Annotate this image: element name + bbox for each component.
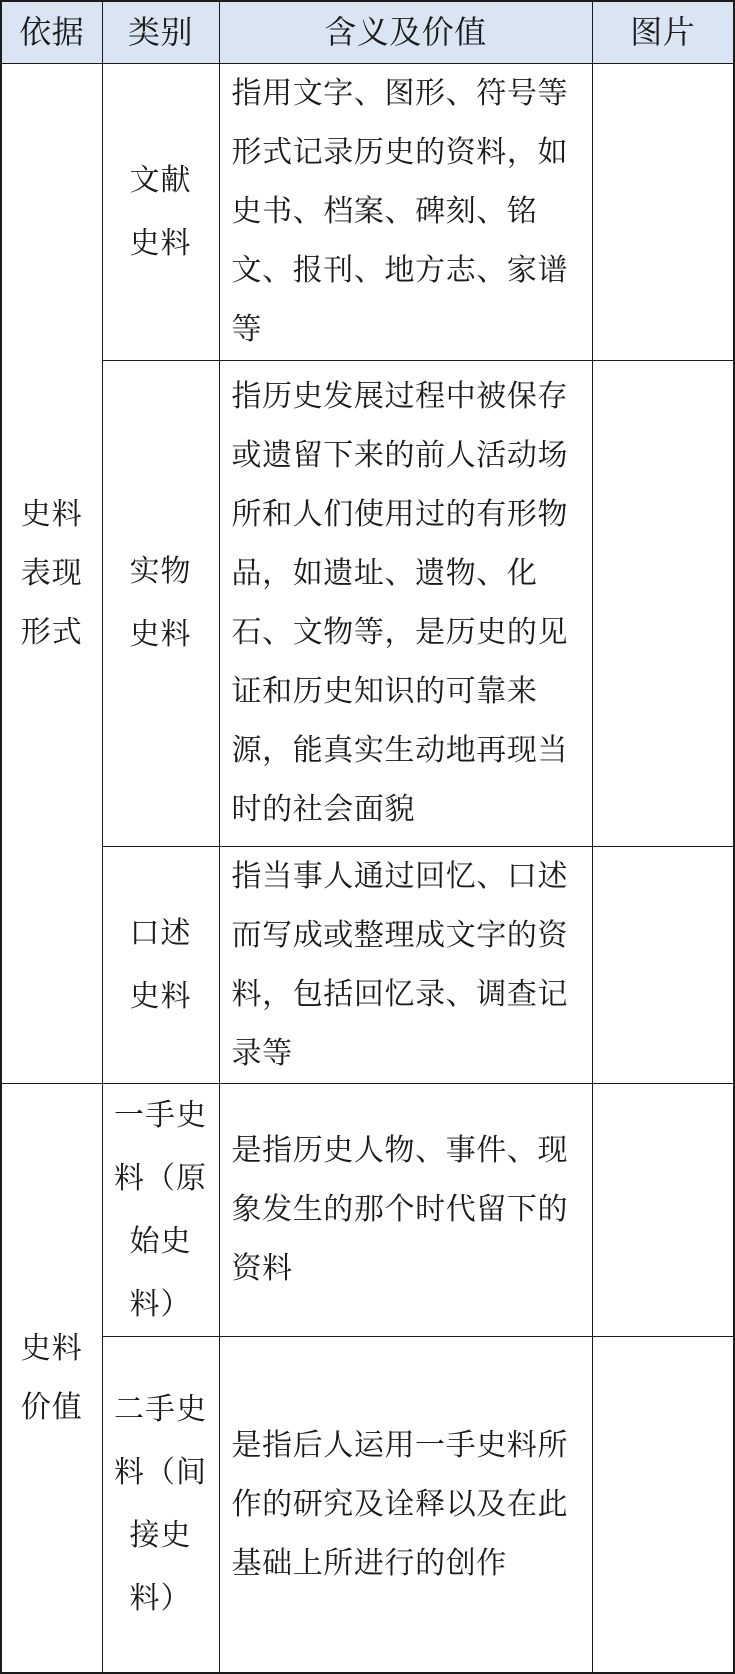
- table-row-oral-sources: [1, 846, 734, 1083]
- basis-cell-value: [1, 1083, 102, 1673]
- meaning-cell-oral: [219, 846, 592, 1083]
- meaning-text-documentary: 指用文字、图形、符号等形式记录历史的资料，如史书、档案、碑刻、铭文、报刊、地方志、家谱等: [231, 76, 569, 347]
- basis-label-value: 史料价值: [20, 1330, 83, 1425]
- category-cell-primary: [102, 1083, 219, 1336]
- category-cell-oral: [102, 846, 219, 1083]
- meaning-column-header: 含义及价值: [219, 1, 592, 63]
- meaning-text-secondary: 是指后人运用一手史料所作的研究及诠释以及在此基础上所进行的创作: [231, 1427, 569, 1581]
- category-label-documentary: 文献史料: [129, 162, 192, 261]
- category-label-primary: 一手史料（原始史料）: [114, 1097, 207, 1322]
- meaning-cell-secondary: [219, 1336, 592, 1673]
- basis-label-form: 史料表现形式: [20, 496, 83, 650]
- category-cell-physical: [102, 360, 219, 846]
- table-row-secondary-sources: [1, 1336, 734, 1673]
- image-cell-primary: [592, 1083, 734, 1336]
- basis-column-header: 依据: [1, 1, 102, 63]
- image-cell-documentary: [592, 63, 734, 360]
- meaning-cell-physical: [219, 360, 592, 846]
- meaning-text-oral: 指当事人通过回忆、口述而写成或整理成文字的资料，包括回忆录、调查记录等: [231, 858, 569, 1071]
- image-cell-physical: [592, 360, 734, 846]
- table-header-row: [1, 1, 734, 63]
- image-cell-oral: [592, 846, 734, 1083]
- table-row-primary-sources: [1, 1083, 734, 1336]
- meaning-text-primary: 是指历史人物、事件、现象发生的那个时代留下的资料: [231, 1133, 569, 1286]
- category-label-oral: 口述史料: [129, 915, 192, 1014]
- basis-cell-form: [1, 63, 102, 1083]
- image-cell-secondary: [592, 1336, 734, 1673]
- meaning-cell-primary: [219, 1083, 592, 1336]
- image-column-header: 图片: [592, 1, 734, 63]
- category-label-physical: 实物史料: [129, 554, 192, 652]
- table-row-physical-sources: [1, 360, 734, 846]
- category-cell-secondary: [102, 1336, 219, 1673]
- category-cell-documentary: [102, 63, 219, 360]
- table-row-documentary-sources: [1, 63, 734, 360]
- meaning-text-physical: 指历史发展过程中被保存或遗留下来的前人活动场所和人们使用过的有形物品，如遗址、遗物、化石、文物等，是历史的见证和历史知识的可靠来源，能真实生动地再现当时的社会面貌: [231, 379, 569, 827]
- category-label-secondary: 二手史料（间接史料）: [114, 1392, 207, 1617]
- meaning-cell-documentary: [219, 63, 592, 360]
- category-column-header: 类别: [102, 1, 219, 63]
